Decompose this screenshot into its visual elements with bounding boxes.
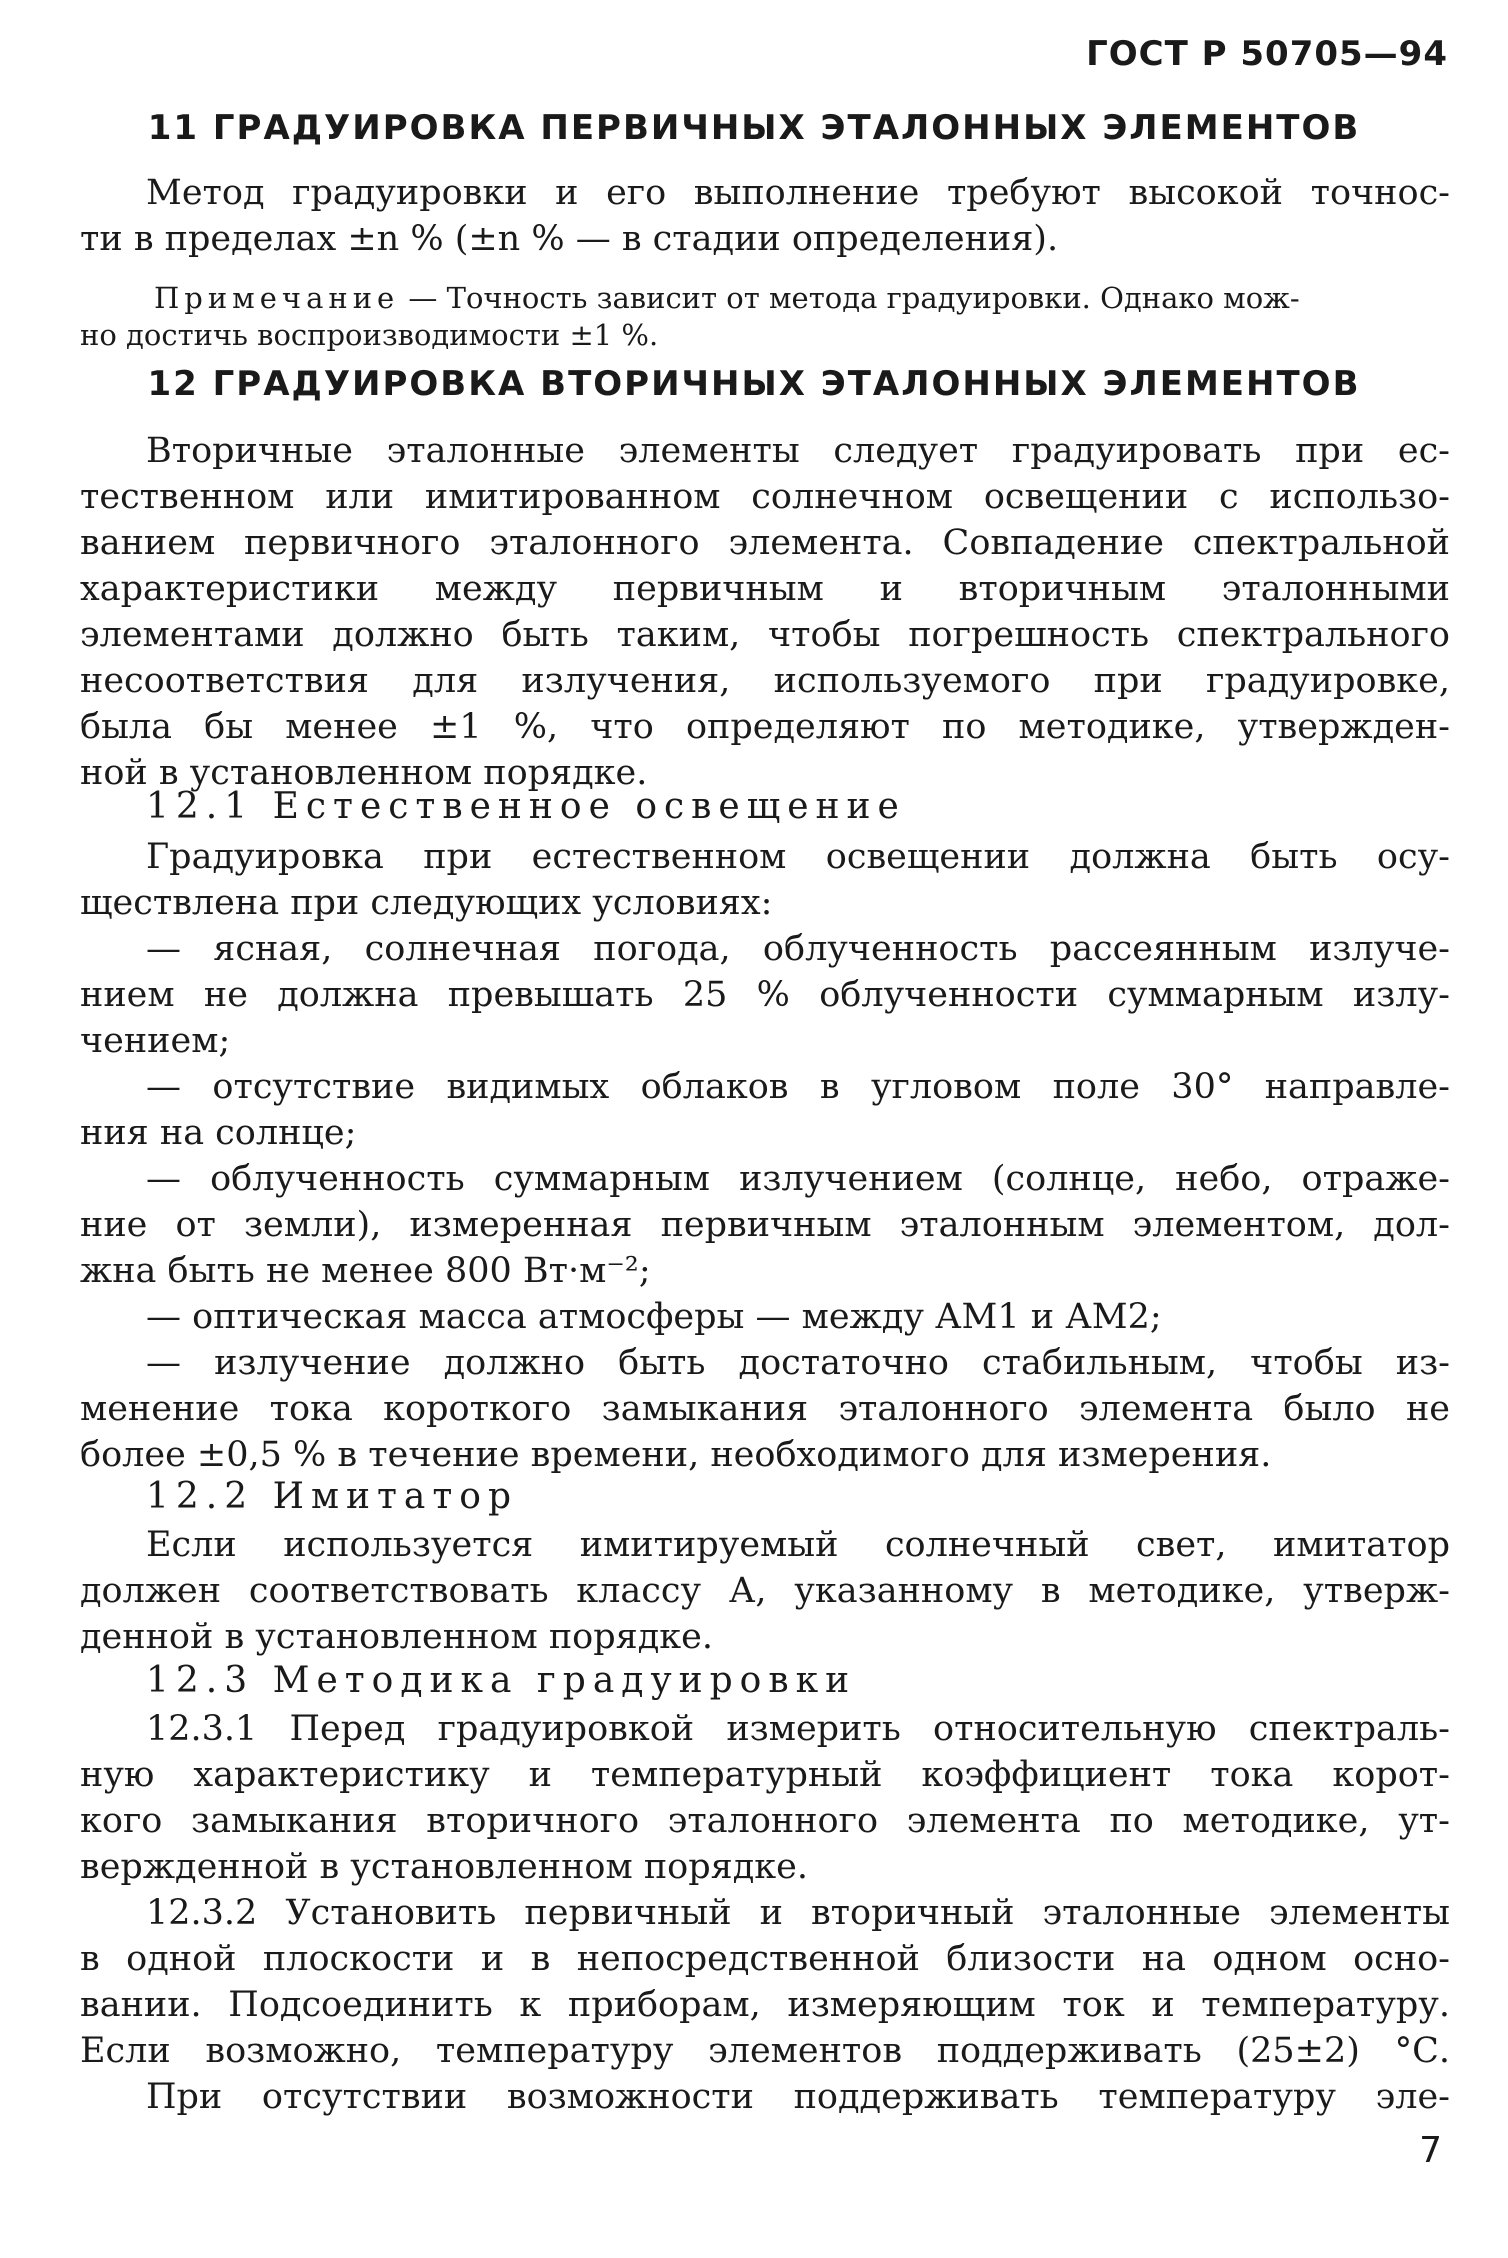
document-number: ГОСТ Р 50705—94 [1086, 34, 1448, 74]
list-item-line: — облученность суммарным излучением (солнце, небо, отраже- [146, 1159, 1450, 1199]
list-item-line: более ±0,5 % в течение времени, необходимого для измерения. [80, 1435, 1272, 1475]
text-line: была бы менее ±1 %, что определяют по методике, утвержден- [80, 707, 1450, 747]
list-item-line: менение тока короткого замыкания эталонного элемента было не [80, 1389, 1450, 1429]
text-line: должен соответствовать классу А, указанному в методике, утверж- [80, 1571, 1450, 1611]
text-line: 12.3.2 Установить первичный и вторичный эталонные элементы [146, 1893, 1450, 1933]
text-line: элементами должно быть таким, чтобы погрешность спектрального [80, 615, 1450, 655]
text-line: несоответствия для излучения, используемого при градуировке, [80, 661, 1450, 701]
text-line: вании. Подсоединить к приборам, измеряющим ток и температуру. [80, 1985, 1450, 2025]
note-line [80, 280, 1450, 317]
text-line: ти в пределах ±n % (±n % — в стадии определения). [80, 219, 1059, 259]
text-line: Если возможно, температуру элементов поддерживать (25±2) °С. [80, 2031, 1450, 2071]
page-number: 7 [1419, 2130, 1442, 2171]
text-line: в одной плоскости и в непосредственной близости на одном осно- [80, 1939, 1450, 1979]
subsection-12-1-title: 12.1 Естественное освещение [146, 786, 906, 827]
list-item-line: ние от земли), измеренная первичным эталонным элементом, дол- [80, 1205, 1450, 1245]
text-line: ной в установленном порядке. [80, 753, 648, 793]
section-12-intro [80, 428, 1450, 796]
text-line: При отсутствии возможности поддерживать температуру эле- [146, 2077, 1450, 2117]
subsection-12-2-title: 12.2 Имитатор [146, 1476, 519, 1517]
note-label: Примечание [154, 281, 400, 315]
text-line: денной в установленном порядке. [80, 1617, 713, 1657]
subsection-12-3-title: 12.3 Методика градуировки [146, 1660, 857, 1701]
section-11-note [80, 280, 1450, 354]
list-item-line: чением; [80, 1021, 231, 1061]
list-item-line: нием не должна превышать 25 % облученности суммарным излу- [80, 975, 1450, 1015]
text-line: характеристики между первичным и вторичным эталонными [80, 569, 1450, 609]
section-11-paragraph [80, 170, 1450, 262]
section-11-heading: 11 ГРАДУИРОВКА ПЕРВИЧНЫХ ЭТАЛОННЫХ ЭЛЕМЕНТОВ [147, 108, 1361, 148]
list-item-line: — ясная, солнечная погода, облученность рассеянным излуче- [146, 929, 1450, 969]
list-item-line: — оптическая масса атмосферы — между АМ1 и АМ2; [146, 1297, 1162, 1337]
text-line: Градуировка при естественном освещении должна быть осу- [146, 837, 1450, 877]
list-item-line: — излучение должно быть достаточно стабильным, чтобы из- [146, 1343, 1450, 1383]
text-line: ществлена при следующих условиях: [80, 883, 773, 923]
text-line: Если используется имитируемый солнечный свет, имитатор [146, 1525, 1450, 1565]
text-line: кого замыкания вторичного эталонного элемента по методике, ут- [80, 1801, 1450, 1841]
text-line: Метод градуировки и его выполнение требуют высокой точнос- [146, 173, 1450, 213]
text-line: 12.3.1 Перед градуировкой измерить относительную спектраль- [146, 1709, 1450, 1749]
text-line: ванием первичного эталонного элемента. Совпадение спектральной [80, 523, 1450, 563]
list-item-line: ния на солнце; [80, 1113, 357, 1153]
subsection-12-2-body [80, 1522, 1450, 1660]
text-line: вержденной в установленном порядке. [80, 1847, 808, 1887]
subsection-12-3-body [80, 1706, 1450, 2120]
text-line: тественном или имитированном солнечном освещении с использо- [80, 477, 1450, 517]
subsection-12-1-body [80, 834, 1450, 1478]
list-item-line: — отсутствие видимых облаков в угловом поле 30° направле- [146, 1067, 1450, 1107]
text-line: ную характеристику и температурный коэффициент тока корот- [80, 1755, 1450, 1795]
section-12-heading: 12 ГРАДУИРОВКА ВТОРИЧНЫХ ЭТАЛОННЫХ ЭЛЕМЕНТОВ [147, 364, 1361, 404]
note-line: но достичь воспроизводимости ±1 %. [80, 318, 659, 352]
text-line: Вторичные эталонные элементы следует градуировать при ес- [146, 431, 1450, 471]
note-text: — Точность зависит от метода градуировки. Однако мож- [399, 281, 1300, 315]
list-item-line: жна быть не менее 800 Вт·м⁻²; [80, 1251, 651, 1291]
